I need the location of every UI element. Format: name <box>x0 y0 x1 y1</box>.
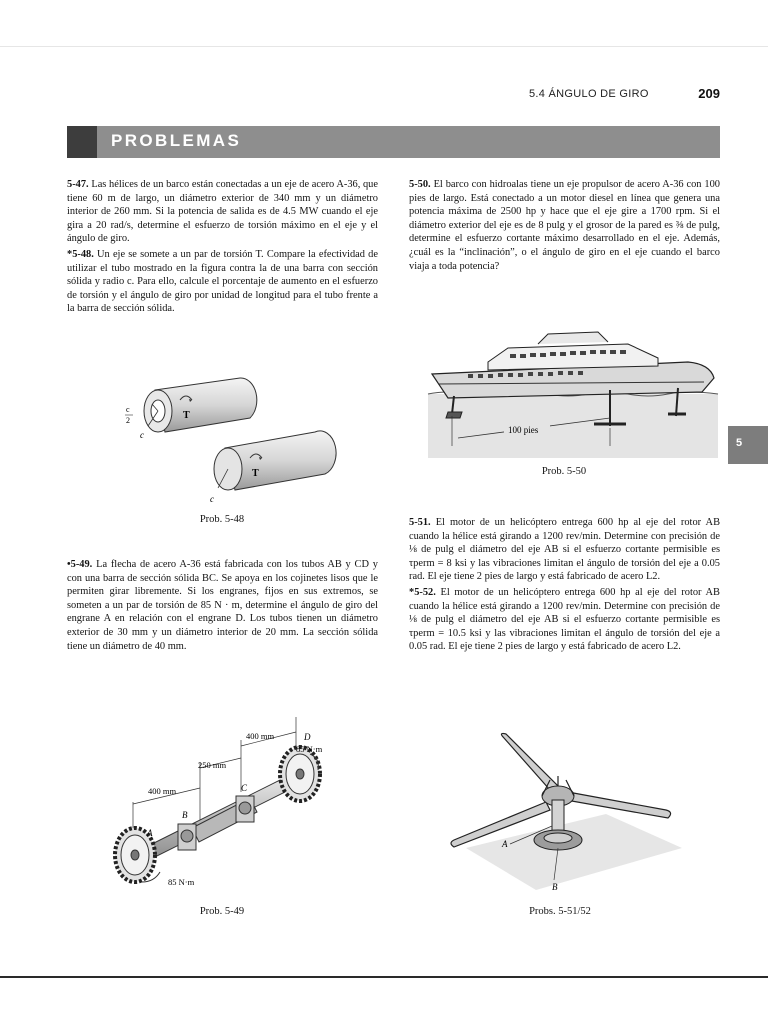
problem-text: El motor de un helicóptero entrega 600 hp al eje del rotor AB cuando la hélice está girando a 1200 rev/min. Determine con precisión de ⅛ de pulg el diámetro del eje AB si el esfuerzo cortante permisible es τperm = 8 ksi y las vibraciones limitan el ángulo de torsión del eje a 0.05 rad. El eje tiene 2 pies de largo y está fabricado de acero L2. <box>409 517 720 583</box>
torque-label-top: 85 N·m <box>296 744 323 754</box>
c-half-denominator: 2 <box>126 416 130 425</box>
problem-5-49 <box>67 558 378 653</box>
boat-dimension-label: 100 pies <box>508 425 539 435</box>
problems-right-bottom <box>409 516 720 656</box>
problem-5-50 <box>409 178 720 273</box>
top-rule <box>0 46 768 47</box>
caption-5-49: Prob. 5-49 <box>199 906 245 917</box>
problem-number: •5-49. <box>67 559 93 570</box>
problem-text: El barco con hidroalas tiene un eje propulsor de acero A-36 con 100 pies de largo. Está conectado a un motor diesel en línea que genera una potencia máxima de 2500 hp y hace que el eje gire a 1700 rpm. Si el diámetro exterior del eje es de 8 pulg y el grosor de la pared es ⅜ de pulg, determine el esfuerzo cortante máximo desarrollado en el eje. Además, ¿cuál es la “inclinación”, o el ángulo de giro en el eje cuando el barco viaja a toda potencia? <box>409 179 720 272</box>
problems-right-top <box>409 178 720 275</box>
problems-left-top <box>67 178 378 318</box>
section-banner <box>67 126 720 158</box>
bar-radius-label: c <box>210 494 214 504</box>
banner-title: PROBLEMAS <box>111 131 242 150</box>
problem-text: El motor de un helicóptero entrega 600 hp al eje del rotor AB cuando la hélice está girando a 1200 rev/min. Determine con precisión de ⅛ de pulg el diámetro del eje AB si el esfuerzo cortante permisible es τperm = 10.5 ksi y las vibraciones limitan el ángulo de torsión del eje a 0.05 rad. El eje tiene 2 pies de largo y está fabricado de acero L2. <box>409 586 720 653</box>
tube-radius-label: c <box>140 430 144 440</box>
problem-5-52 <box>409 586 720 654</box>
bearing-b <box>178 824 196 850</box>
figure-tubes <box>100 370 340 510</box>
running-head <box>520 86 720 104</box>
caption-5-48: Prob. 5-48 <box>199 514 245 525</box>
dim-250: 250 mm <box>198 760 227 770</box>
figure-helicopter-rotor <box>446 730 686 900</box>
problem-number: 5-47. <box>67 179 89 190</box>
problems-left-bottom <box>67 558 378 655</box>
banner-accent-block <box>67 126 97 158</box>
page-number: 209 <box>698 86 720 101</box>
chapter-side-tab <box>728 426 768 464</box>
problem-5-51 <box>409 516 720 584</box>
running-head-section: 5.4 ÁNGULO DE GIRO <box>529 88 649 100</box>
figure-shaft-gears <box>100 712 340 900</box>
label-a: A <box>502 839 508 849</box>
bar-torque-label: T <box>252 468 259 479</box>
dim-400-top: 400 mm <box>246 731 275 741</box>
caption-5-50: Prob. 5-50 <box>541 466 587 477</box>
caption-5-51-52: Probs. 5-51/52 <box>529 906 591 917</box>
problem-number: *5-52. <box>409 586 436 598</box>
torque-label-bottom: 85 N·m <box>168 877 195 887</box>
chapter-number: 5 <box>736 437 743 449</box>
label-b: B <box>182 810 188 820</box>
dim-400-left: 400 mm <box>148 786 177 796</box>
problem-number: 5-50. <box>409 179 431 190</box>
figure-hydrofoil <box>418 322 720 458</box>
problem-number: 5-51. <box>409 517 431 528</box>
label-b: B <box>552 882 558 892</box>
problem-number: *5-48. <box>67 248 94 260</box>
label-a: A <box>147 828 153 838</box>
problem-5-47 <box>67 178 378 246</box>
bearing-c <box>236 796 254 822</box>
gear-d <box>280 747 320 801</box>
label-d: D <box>304 732 311 742</box>
hollow-tube <box>144 378 257 432</box>
water <box>428 394 718 458</box>
solid-bar <box>214 431 336 490</box>
label-c: C <box>241 783 248 793</box>
problem-text: La flecha de acero A-36 está fabricada con los tubos AB y CD y con una barra de sección sólida BC. Se apoya en los cojinetes lisos que le permiten girar libremente. Si los engranes, fijos en sus extremos, se someten a un par de torsión de 85 N · m, determine el ángulo de giro del engrane A en relación con el engrane D. Los tubos tienen un diámetro exterior de 30 mm y un diámetro interior de 20 mm. La sección sólida tiene un diámetro de 40 mm. <box>67 559 378 652</box>
problem-text: Las hélices de un barco están conectadas a un eje de acero A-36, que tiene 60 m de largo, un diámetro exterior de 340 mm y un diámetro interior de 260 mm. Si la potencia de salida es de 4.5 MW cuando el eje gira a 20 rad/s, determine el esfuerzo de torsión máximo en el eje y el ángulo de giro. <box>67 179 378 245</box>
bottom-rule <box>0 976 768 978</box>
tube-torque-label: T <box>183 410 190 421</box>
problem-text: Un eje se somete a un par de torsión T. Compare la efectividad de utilizar el tubo mostrado en la figura contra la de una barra con sección sólida y radio c. Para ello, calcule el porcentaje de aumento en el esfuerzo de torsión y el ángulo de giro por unidad de longitud para el tubo frente a la barra de sección sólida. <box>67 248 378 315</box>
problem-5-48 <box>67 248 378 316</box>
c-half-numerator: c <box>126 405 130 414</box>
